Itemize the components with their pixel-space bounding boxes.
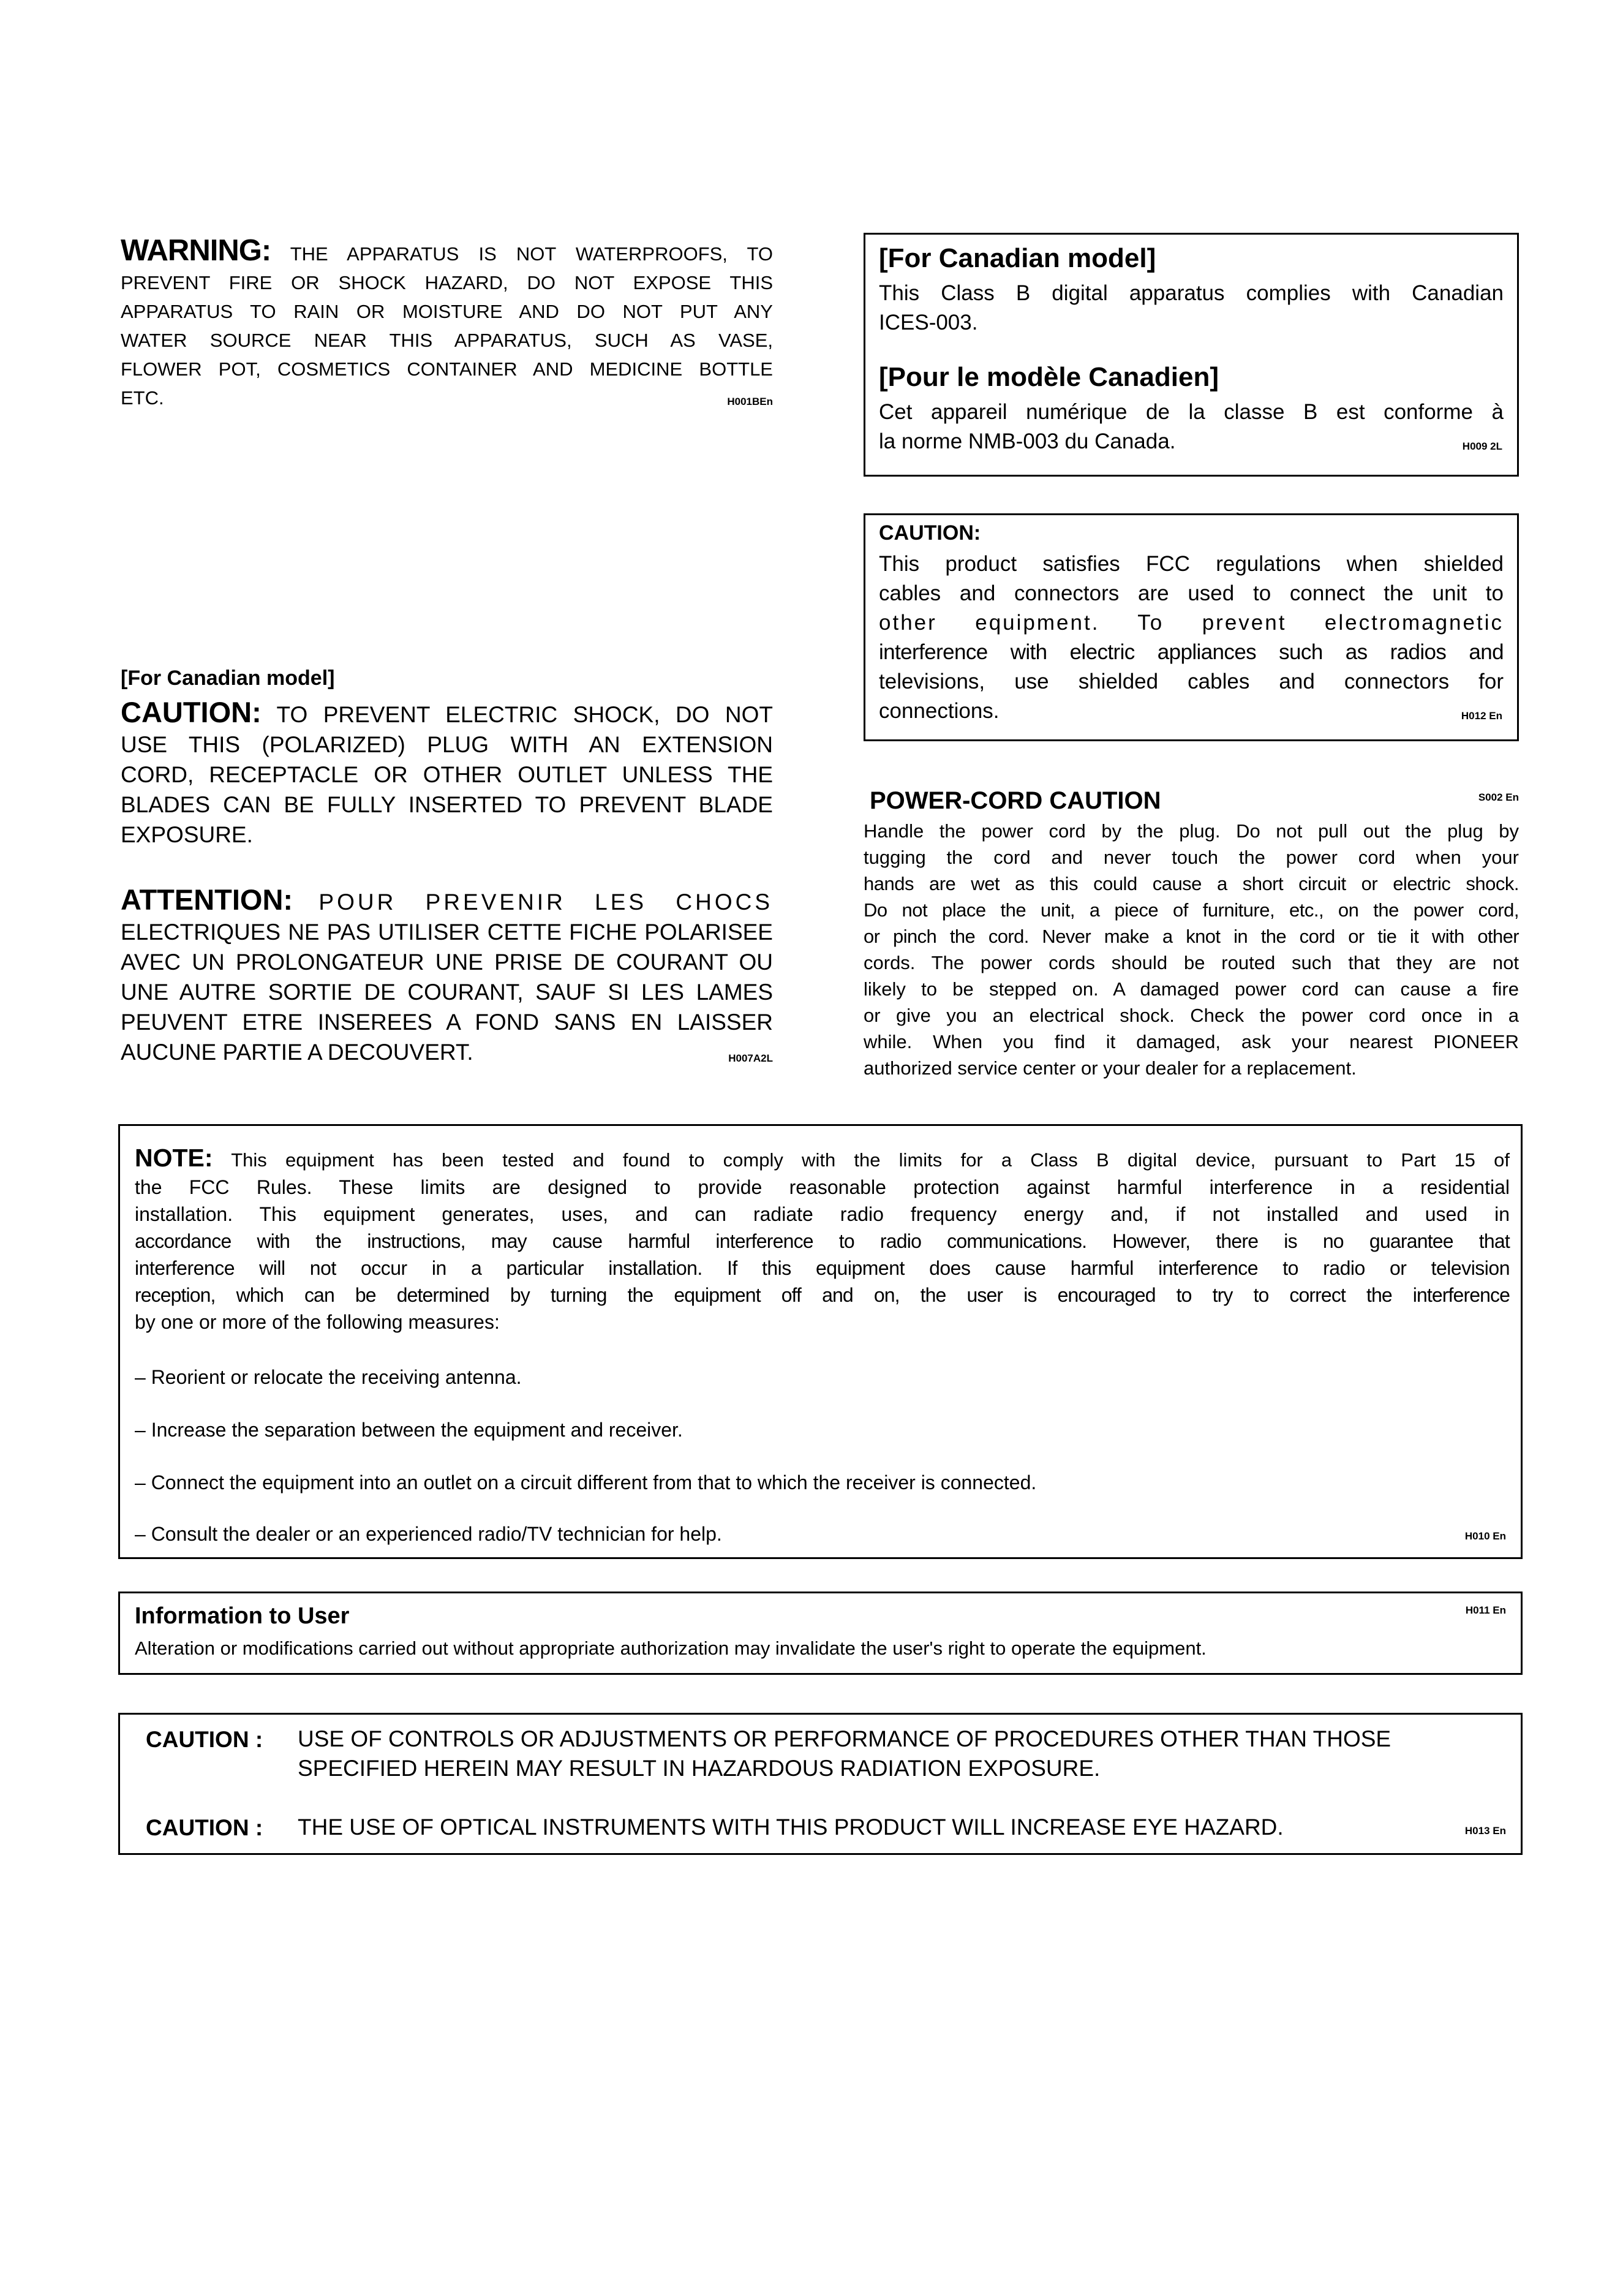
laser-caution-box <box>118 1713 1523 1855</box>
warning-code: H001BEn <box>727 396 773 407</box>
caution-electric-shock <box>121 697 773 850</box>
warning-line-2: PREVENT FIRE OR SHOCK HAZARD, DO NOT EXPOSE THIS <box>121 272 773 293</box>
fcc-heading: CAUTION: <box>879 521 981 545</box>
caution-lead: CAUTION: <box>121 696 262 728</box>
note-bullet-1: – Reorient or relocate the receiving antenna. <box>135 1366 522 1388</box>
laser-caution-label-2: CAUTION : <box>146 1815 263 1840</box>
power-cord-code: S002 En <box>1478 791 1519 803</box>
info-to-user-box <box>118 1592 1523 1675</box>
attention-code: H007A2L <box>728 1052 773 1064</box>
note-code: H010 En <box>1464 1530 1506 1542</box>
warning-line-5: FLOWER POT, COSMETICS CONTAINER AND MEDICINE BOTTLE <box>121 358 773 380</box>
canada-heading-en: [For Canadian model] <box>879 243 1156 273</box>
power-cord-text: Handle the power cord by the plug. Do not pull out the plug by tugging the cord and never touch the power cord when your hands are wet as this could cause a short circuit or electric shock. Do not place the unit, a piece of furniture, etc., on the power cord, or pinch the cord. Never make a knot in the cord or tie it with other cords. The power cords should be routed such that they are not likely to be stepped on. A damaged power cord can cause a fire or give you an electrical shock. Check the power cord once in a while. When you find it damaged, ask your nearest PIONEER authorized service center or your dealer for a replacement. <box>864 820 1519 1079</box>
caution-line-2: USE THIS (POLARIZED) PLUG WITH AN EXTENSION <box>121 732 773 757</box>
canada-text-en: This Class B digital apparatus complies with Canadian ICES-003. <box>879 281 1504 334</box>
left-canada-heading: [For Canadian model] <box>121 667 335 690</box>
canada-text-fr: Cet appareil numérique de la classe B est conforme à la norme NMB-003 du Canada. <box>879 400 1504 453</box>
laser-caution-text-1: USE OF CONTROLS OR ADJUSTMENTS OR PERFORMANCE OF PROCEDURES OTHER THAN THOSE SPECIFIED HEREIN MAY RESULT IN HAZARDOUS RADIATION EXPOSURE. <box>298 1726 1391 1781</box>
info-heading: Information to User <box>135 1603 350 1629</box>
note-text: NOTE: This equipment has been tested and found to comply with the limits for a Class B digital device, pursuant to Part 15 of the FCC Rules. These limits are designed to provide reasonable protection against harmful interference in a residential installation. This equipment generates, uses, and can radiate radio frequency energy and, if not installed and used in accordance with the instructions, may cause harmful interference to radio communications. However, there is no guarantee that interference will not occur in a particular installation. If this equipment does cause harmful interference to radio or television reception, which can be determined by turning the equipment off and on, the user is encouraged to try to correct the interference by one or more of the following measures: <box>135 1144 1510 1333</box>
canada-compliance-box <box>864 233 1519 477</box>
fcc-caution-box <box>864 513 1519 741</box>
note-bullet-3: – Connect the equipment into an outlet on a circuit different from that to which the receiver is connected. <box>135 1471 1037 1494</box>
note-lead: NOTE: <box>135 1144 213 1172</box>
info-code: H011 En <box>1465 1604 1506 1616</box>
attention-line-3: AVEC UN PROLONGATEUR UNE PRISE DE COURANT OU <box>121 950 773 975</box>
warning-line-4: WATER SOURCE NEAR THIS APPARATUS, SUCH AS VASE, <box>121 330 773 351</box>
fcc-text: This product satisfies FCC regulations when shielded cables and connectors are used to connect the unit to other equipment. To prevent electromagnetic interference with electric appliances such as radios and televisions, use shielded cables and connectors for connections. <box>879 552 1504 723</box>
caution-line-1: CAUTION: TO PREVENT ELECTRIC SHOCK, DO NOT <box>121 696 773 728</box>
warning-line-6: ETC. <box>121 387 164 409</box>
attention-lead: ATTENTION: <box>121 883 293 916</box>
canada-code: H009 2L <box>1462 440 1502 452</box>
attention-french <box>121 885 773 1073</box>
warning-line-1: WARNING: THE APPARATUS IS NOT WATERPROOFS, TO <box>121 234 773 267</box>
note-bullet-2: – Increase the separation between the equipment and receiver. <box>135 1419 683 1441</box>
fcc-code: H012 En <box>1461 710 1502 722</box>
attention-line-2: ELECTRIQUES NE PAS UTILISER CETTE FICHE POLARISEE <box>121 920 773 945</box>
warning-lead: WARNING: <box>121 234 271 267</box>
fcc-note-box <box>118 1124 1523 1559</box>
laser-caution-label-1: CAUTION : <box>146 1727 263 1752</box>
warning-notice <box>121 236 773 416</box>
canada-heading-fr: [Pour le modèle Canadien] <box>879 362 1219 392</box>
caution-line-5: EXPOSURE. <box>121 822 253 847</box>
warning-line-3: APPARATUS TO RAIN OR MOISTURE AND DO NOT PUT ANY <box>121 301 773 322</box>
caution-line-3: CORD, RECEPTACLE OR OTHER OUTLET UNLESS THE <box>121 762 773 787</box>
power-cord-title: POWER-CORD CAUTION <box>870 787 1161 814</box>
attention-line-6: AUCUNE PARTIE A DECOUVERT. <box>121 1040 473 1065</box>
laser-code: H013 En <box>1464 1825 1506 1837</box>
attention-line-4: UNE AUTRE SORTIE DE COURANT, SAUF SI LES LAMES <box>121 980 773 1005</box>
caution-line-4: BLADES CAN BE FULLY INSERTED TO PREVENT BLADE <box>121 792 773 817</box>
info-text: Alteration or modifications carried out without appropriate authorization may invalidate the user's right to operate the equipment. <box>135 1637 1207 1659</box>
note-bullet-4: – Consult the dealer or an experienced radio/TV technician for help. <box>135 1523 722 1545</box>
attention-line-1: ATTENTION: POUR PREVENIR LES CHOCS <box>121 883 773 916</box>
laser-caution-text-2: THE USE OF OPTICAL INSTRUMENTS WITH THIS PRODUCT WILL INCREASE EYE HAZARD. <box>298 1815 1284 1840</box>
attention-line-5: PEUVENT ETRE INSEREES A FOND SANS EN LAISSER <box>121 1010 773 1035</box>
